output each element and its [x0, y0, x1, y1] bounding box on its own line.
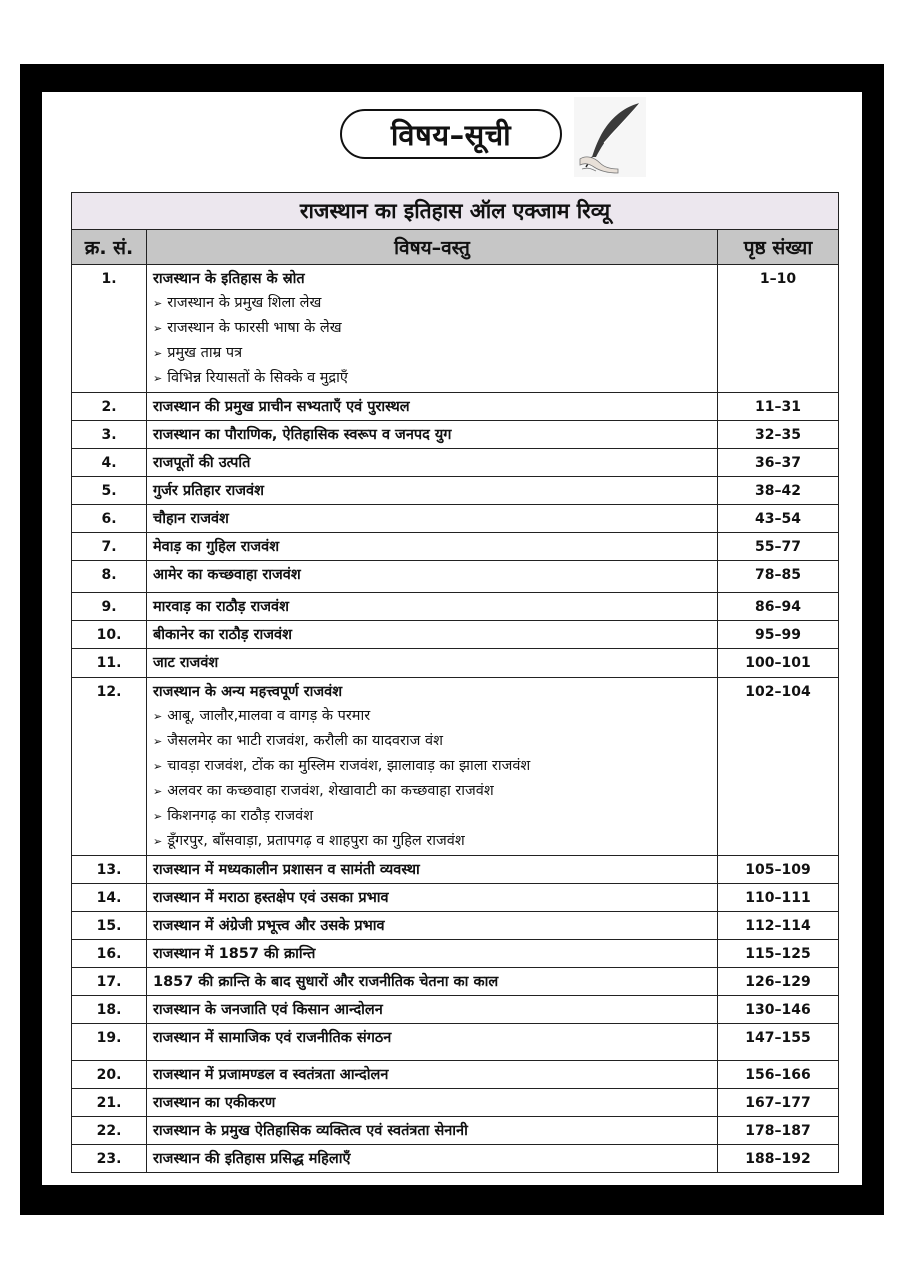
row-topic: [147, 533, 718, 561]
chapter-title: राजस्थान में प्रजामण्डल व स्वतंत्रता आन्दोलन: [153, 1067, 389, 1083]
sub-topic: [153, 729, 711, 754]
toc-row: [72, 856, 839, 884]
sub-topic-text: किशनगढ़ का राठौड़ राजवंश: [167, 808, 314, 824]
row-pages: 156–166: [718, 1061, 839, 1089]
row-topic: [147, 561, 718, 593]
sub-topic-text: डूँगरपुर, बाँसवाड़ा, प्रतापगढ़ व शाहपुरा का गुहिल राजवंश: [167, 833, 465, 849]
row-topic: [147, 1089, 718, 1117]
row-topic: [147, 265, 718, 393]
row-serial: 14.: [72, 884, 147, 912]
row-topic: [147, 621, 718, 649]
sub-topic-text: राजस्थान के प्रमुख शिला लेख: [167, 295, 322, 311]
row-serial: 13.: [72, 856, 147, 884]
bullet-arrow-icon: ➢: [153, 810, 163, 823]
col-page-header: पृष्ठ संख्या: [718, 230, 839, 265]
row-pages: 95–99: [718, 621, 839, 649]
row-serial: 19.: [72, 1024, 147, 1061]
row-topic: [147, 940, 718, 968]
row-topic: [147, 912, 718, 940]
chapter-title: राजस्थान के इतिहास के स्रोत: [153, 271, 305, 287]
row-pages: 147–155: [718, 1024, 839, 1061]
row-serial: 6.: [72, 505, 147, 533]
toc-row: [72, 421, 839, 449]
row-topic: [147, 649, 718, 678]
row-topic: [147, 449, 718, 477]
chapter-title: चौहान राजवंश: [153, 511, 229, 527]
row-topic: [147, 678, 718, 856]
row-topic: [147, 477, 718, 505]
row-serial: 16.: [72, 940, 147, 968]
row-topic: [147, 968, 718, 996]
row-topic: [147, 393, 718, 421]
row-pages: 167–177: [718, 1089, 839, 1117]
row-topic: [147, 593, 718, 621]
sub-topic: [153, 291, 711, 316]
row-serial: 17.: [72, 968, 147, 996]
sub-topic: [153, 804, 711, 829]
toc-row: [72, 265, 839, 393]
chapter-title: राजस्थान के अन्य महत्त्वपूर्ण राजवंश: [153, 684, 343, 700]
chapter-title: आमेर का कच्छवाहा राजवंश: [153, 567, 301, 583]
chapter-title: राजस्थान के प्रमुख ऐतिहासिक व्यक्तित्व एवं स्वतंत्रता सेनानी: [153, 1123, 468, 1139]
row-pages: 11–31: [718, 393, 839, 421]
bullet-arrow-icon: ➢: [153, 735, 163, 748]
toc-row: [72, 996, 839, 1024]
row-topic: [147, 1145, 718, 1173]
sub-topic-text: अलवर का कच्छवाहा राजवंश, शेखावाटी का कच्छवाहा राजवंश: [167, 783, 494, 799]
bullet-arrow-icon: ➢: [153, 785, 163, 798]
sub-topic: [153, 754, 711, 779]
chapter-title: गुर्जर प्रतिहार राजवंश: [153, 483, 264, 499]
row-topic: [147, 1117, 718, 1145]
toc-row: [72, 593, 839, 621]
row-topic: [147, 1024, 718, 1061]
row-serial: 22.: [72, 1117, 147, 1145]
row-serial: 5.: [72, 477, 147, 505]
toc-row: [72, 449, 839, 477]
row-topic: [147, 856, 718, 884]
row-pages: 188–192: [718, 1145, 839, 1173]
sub-topic: [153, 704, 711, 729]
chapter-title: राजस्थान में मध्यकालीन प्रशासन व सामंती व्यवस्था: [153, 862, 420, 878]
page: [42, 92, 862, 1185]
sub-topic-text: चावड़ा राजवंश, टोंक का मुस्लिम राजवंश, झालावाड़ का झाला राजवंश: [167, 758, 531, 774]
row-serial: 12.: [72, 678, 147, 856]
col-serial-header: क्र. सं.: [72, 230, 147, 265]
bullet-arrow-icon: ➢: [153, 710, 163, 723]
contents-table: [71, 192, 839, 1173]
toc-row: [72, 477, 839, 505]
row-serial: 9.: [72, 593, 147, 621]
row-serial: 2.: [72, 393, 147, 421]
bullet-arrow-icon: ➢: [153, 760, 163, 773]
sub-topic: [153, 366, 711, 391]
row-serial: 10.: [72, 621, 147, 649]
row-pages: 102–104: [718, 678, 839, 856]
toc-row: [72, 1145, 839, 1173]
chapter-title: राजस्थान में अंग्रेजी प्रभूत्त्व और उसके प्रभाव: [153, 918, 385, 934]
row-pages: 43–54: [718, 505, 839, 533]
toc-row: [72, 940, 839, 968]
toc-row: [72, 561, 839, 593]
row-pages: 112–114: [718, 912, 839, 940]
sub-topic-text: आबू, जालौर,मालवा व वागड़ के परमार: [167, 708, 371, 724]
bullet-arrow-icon: ➢: [153, 297, 163, 310]
row-pages: 38–42: [718, 477, 839, 505]
row-pages: 178–187: [718, 1117, 839, 1145]
row-serial: 7.: [72, 533, 147, 561]
row-topic: [147, 421, 718, 449]
row-pages: 86–94: [718, 593, 839, 621]
toc-row: [72, 621, 839, 649]
sub-topic-text: प्रमुख ताम्र पत्र: [167, 345, 243, 361]
row-topic: [147, 884, 718, 912]
row-serial: 8.: [72, 561, 147, 593]
chapter-title: मेवाड़ का गुहिल राजवंश: [153, 539, 280, 555]
sub-topic: [153, 779, 711, 804]
sub-topic: [153, 829, 711, 854]
chapter-title: राजस्थान में मराठा हस्तक्षेप एवं उसका प्रभाव: [153, 890, 389, 906]
toc-row: [72, 393, 839, 421]
row-serial: 15.: [72, 912, 147, 940]
chapter-title: राजपूतों की उत्पति: [153, 455, 251, 471]
row-pages: 100–101: [718, 649, 839, 678]
chapter-title: 1857 की क्रान्ति के बाद सुधारों और राजनीतिक चेतना का काल: [153, 974, 499, 990]
row-serial: 21.: [72, 1089, 147, 1117]
toc-row: [72, 884, 839, 912]
row-topic: [147, 1061, 718, 1089]
toc-row: [72, 1089, 839, 1117]
row-pages: 130–146: [718, 996, 839, 1024]
row-pages: 126–129: [718, 968, 839, 996]
chapter-title: राजस्थान की इतिहास प्रसिद्ध महिलाएँ: [153, 1151, 351, 1167]
row-serial: 23.: [72, 1145, 147, 1173]
bullet-arrow-icon: ➢: [153, 372, 163, 385]
row-topic: [147, 996, 718, 1024]
row-pages: 32–35: [718, 421, 839, 449]
row-serial: 20.: [72, 1061, 147, 1089]
sub-topic-text: जैसलमेर का भाटी राजवंश, करौली का यादवराज वंश: [167, 733, 443, 749]
row-pages: 55–77: [718, 533, 839, 561]
toc-row: [72, 912, 839, 940]
toc-row: [72, 649, 839, 678]
toc-row: [72, 1061, 839, 1089]
row-serial: 4.: [72, 449, 147, 477]
sub-topic: [153, 316, 711, 341]
toc-row: [72, 1024, 839, 1061]
row-pages: 1–10: [718, 265, 839, 393]
row-pages: 115–125: [718, 940, 839, 968]
toc-row: [72, 1117, 839, 1145]
row-serial: 18.: [72, 996, 147, 1024]
row-topic: [147, 505, 718, 533]
quill-pen-icon: [574, 97, 646, 177]
row-pages: 36–37: [718, 449, 839, 477]
row-pages: 110–111: [718, 884, 839, 912]
sub-topic-text: विभिन्न रियासतों के सिक्के व मुद्राएँ: [167, 370, 348, 386]
chapter-title: राजस्थान की प्रमुख प्राचीन सभ्यताएँ एवं पुरास्थल: [153, 399, 410, 415]
chapter-title: जाट राजवंश: [153, 655, 219, 671]
sub-topic: [153, 341, 711, 366]
row-serial: 11.: [72, 649, 147, 678]
page-title: विषय–सूची: [340, 109, 562, 159]
row-pages: 105–109: [718, 856, 839, 884]
chapter-title: राजस्थान के जनजाति एवं किसान आन्दोलन: [153, 1002, 383, 1018]
row-serial: 3.: [72, 421, 147, 449]
row-pages: 78–85: [718, 561, 839, 593]
chapter-title: राजस्थान में 1857 की क्रान्ति: [153, 946, 316, 962]
bullet-arrow-icon: ➢: [153, 322, 163, 335]
chapter-title: राजस्थान में सामाजिक एवं राजनीतिक संगठन: [153, 1030, 392, 1046]
book-title: राजस्थान का इतिहास ऑल एक्जाम रिव्यू: [72, 193, 839, 230]
bullet-arrow-icon: ➢: [153, 347, 163, 360]
chapter-title: बीकानेर का राठौड़ राजवंश: [153, 627, 292, 643]
col-content-header: विषय–वस्तु: [147, 230, 718, 265]
chapter-title: राजस्थान का पौराणिक, ऐतिहासिक स्वरूप व जनपद युग: [153, 427, 452, 443]
bullet-arrow-icon: ➢: [153, 835, 163, 848]
sub-topic-text: राजस्थान के फारसी भाषा के लेख: [167, 320, 342, 336]
toc-row: [72, 968, 839, 996]
row-serial: 1.: [72, 265, 147, 393]
toc-row: [72, 533, 839, 561]
chapter-title: राजस्थान का एकीकरण: [153, 1095, 276, 1111]
chapter-title: मारवाड़ का राठौड़ राजवंश: [153, 599, 289, 615]
toc-row: [72, 678, 839, 856]
toc-row: [72, 505, 839, 533]
